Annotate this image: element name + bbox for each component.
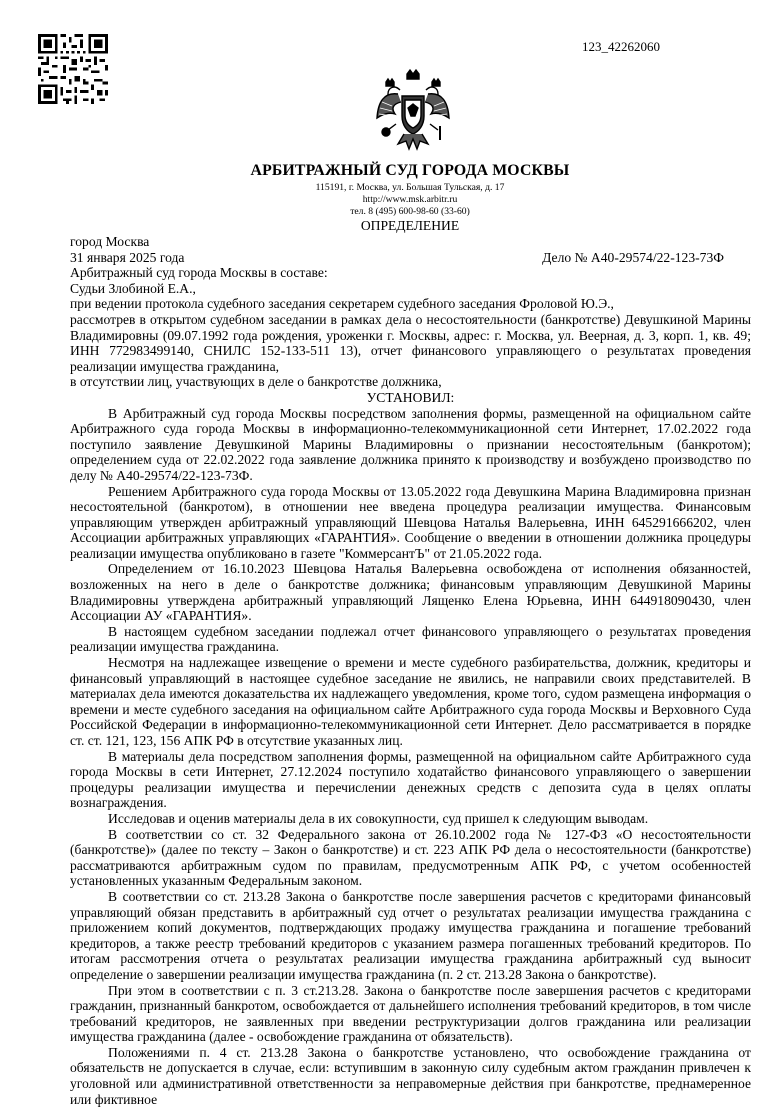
document-body [70,234,751,1107]
court-phone: тел. 8 (495) 600-98-60 (33-60) [350,206,470,217]
court-website: http://www.msk.arbitr.ru [362,194,458,205]
court-composition: Арбитражный суд города Москвы в составе: [70,265,328,281]
secretary-line: при ведении протокола судебного заседания секретарем судебного заседания Фроловой Ю.Э., [70,296,614,312]
considered-paragraph: рассмотрев в открытом судебном заседании в рамках дела о несостоятельности (банкротстве) Девушкиной Марины Владимировны (09.07.1992 года рождения, уроженки г. Москвы, адрес: г. Москва, ул. Веерная, д. 3, корп. 1, кв. 49; ИНН 772983499140, СНИЛС 152-133-511 13), отчет финансового управляющего о результатах проведения реализации имущества гражданина, [70,311,751,374]
court-name: АРБИТРАЖНЫЙ СУД ГОРОДА МОСКВЫ [250,162,570,179]
judge-name: Судьи Злобиной Е.А., [70,280,196,296]
court-address: 115191, г. Москва, ул. Большая Тульская, д. 17 [315,182,505,193]
paragraph: Несмотря на надлежащее извещение о времени и месте судебного разбирательства, должник, кредиторы и финансовый управляющий в настоящее судебное заседание не явились, не направили своих представителей. В материалах дела имеются доказательства их надлежащего уведомления, кроме того, судом размещена информация о времени и месте судебного заседания на официальном сайте Арбитражного суда города Москвы и Верховного Суда Российской Федерации в информационно-телекоммуникационной сети Интернет. Дело рассматривается в порядке ст. ст. 121, 123, 156 АПК РФ в отсутствие указанных лиц. [70,655,751,748]
coat-of-arms-icon [374,68,452,156]
paragraph: При этом в соответствии с п. 3 ст.213.28. Закона о банкротстве после завершения расчетов с кредиторами гражданин, признанный банкротом, освобождается от дальнейшего исполнения требований кредиторов, в том числе требований кредиторов, не заявленных при введении реструктуризации долгов гражданина или реализации имущества гражданина (далее - освобождение гражданина от обязательств). [70,982,751,1045]
paragraph: В Арбитражный суд города Москвы посредством заполнения формы, размещенной на официальном сайте Арбитражного суда города Москвы в информационно-телекоммуникационной сети Интернет, 17.02.2022 года поступило заявление Девушкиной Марины Владимировны о признании несостоятельным (банкротом); определением суда от 22.02.2022 года заявление должника принято к производству и возбуждено производство по делу № А40-29574/22-123-73Ф. [70,405,751,483]
document-type: ОПРЕДЕЛЕНИЕ [360,218,460,233]
established-heading: УСТАНОВИЛ: [366,389,455,405]
paragraph: Определением от 16.10.2023 Шевцова Наталья Валерьевна освобождена от исполнения обязанностей, возложенных на него в деле о банкротстве должника; финансовым управляющим Девушкиной Марины Владимировны утверждена арбитражный управляющий Лященко Елена Юрьевна, ИНН 644918090430, член Ассоциации АУ «ГАРАНТИЯ». [70,561,751,624]
qr-code [38,34,108,104]
paragraph: Положениями п. 4 ст. 213.28 Закона о банкротстве установлено, что освобождение гражданина от обязательств не допускается в случае, если: вступившим в законную силу судебным актом гражданин привлечен к уголовной или административной ответственности за неправомерные действия при банкротстве, преднамеренное или фиктивное [70,1044,751,1107]
document-number: 123_42262060 [582,39,660,54]
absence-line: в отсутствии лиц, участвующих в деле о банкротстве должника, [70,374,442,390]
paragraph: В соответствии со ст. 32 Федерального закона от 26.10.2002 года № 127-ФЗ «О несостоятельности (банкротстве)» (далее по тексту – Закон о банкротстве) и ст. 223 АПК РФ дела о несостоятельности (банкротстве) рассматриваются арбитражным судом по правилам, предусмотренным АПК РФ, с учетом особенностей установленных указанным Федеральным законом. [70,826,751,889]
paragraph: В соответствии со ст. 213.28 Закона о банкротстве после завершения расчетов с кредиторами финансовый управляющий обязан представить в арбитражный суд отчет о результатах реализации имущества гражданина с приложением копий документов, подтверждающих продажу имущества гражданина и погашение требований кредиторов, а также реестр требований кредиторов с указанием размера погашенных требований кредиторов. По итогам рассмотрения отчета о результатах реализации имущества гражданина арбитражный суд выносит определение о завершении реализации имущества гражданина (п. 2 ст. 213.28 Закона о банкротстве). [70,888,751,982]
paragraph: В материалы дела посредством заполнения формы, размещенной на официальном сайте Арбитражного суда города Москвы в сети Интернет, 27.12.2024 поступило ходатайство финансового управляющего о завершении процедуры реализации имущества и перечислении денежных средств с депозита суда в целях оплаты вознаграждения. [70,748,751,811]
paragraph: Исследовав и оценив материалы дела в их совокупности, суд пришел к следующим выводам. [108,810,649,826]
paragraph: Решением Арбитражного суда города Москвы от 13.05.2022 года Девушкина Марина Владимировна признан несостоятельной (банкротом), в отношении нее введена процедура реализации имущества. Финансовым управляющим утвержден арбитражный управляющий Шевцова Наталья Валерьевна, ИНН 645291666202, член Ассоциации арбитражных управляющих «ГАРАНТИЯ». Сообщение о введении в отношении должника процедуры реализации имущества опубликовано в газете "КоммерсантЪ" от 21.05.2022 года. [70,483,751,561]
case-number: Дело № А40-29574/22-123-73Ф [542,249,724,265]
date-case-row [70,250,751,266]
city: город Москва [70,234,150,249]
paragraph: В настоящем судебном заседании подлежал отчет финансового управляющего о результатах проведения реализации имущества гражданина. [70,623,751,655]
decision-date: 31 января 2025 года [70,249,185,265]
